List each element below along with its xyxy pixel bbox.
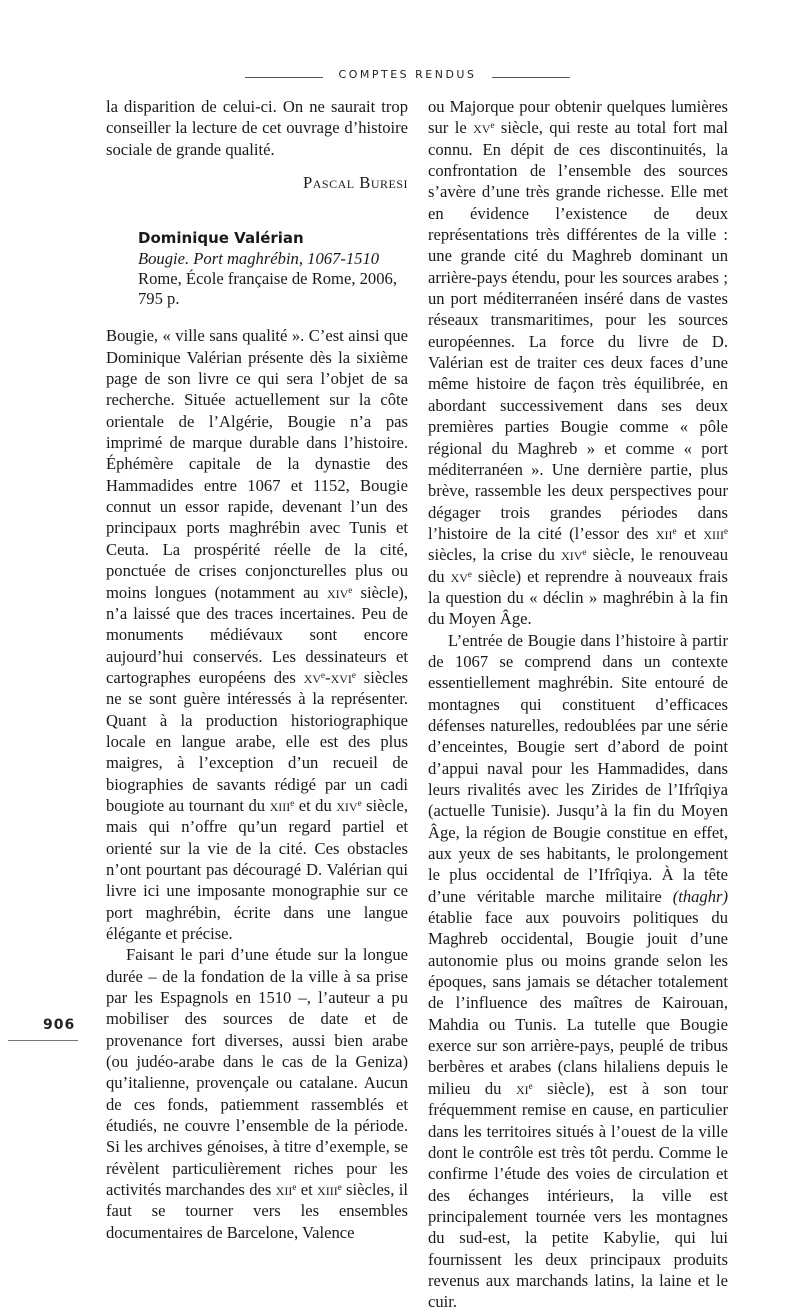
century-numeral: xi — [515, 1078, 529, 1098]
header-rule-right — [492, 77, 570, 78]
superscript: e — [467, 568, 472, 579]
review-signature: Pascal Buresi — [303, 173, 408, 193]
running-header — [245, 68, 570, 86]
text-run: siècle) et reprendre à nouveaux frais la question du « déclin » maghrébin à la fin du Moyen Âge. — [428, 566, 728, 629]
text-run: siècles, il faut se tourner vers les ensembles documentaires de Barcelone, Valence — [106, 1180, 408, 1242]
century-numeral: xiv — [336, 795, 358, 815]
book-publisher: Rome, École française de Rome, 2006, — [138, 269, 397, 289]
italic-term: (thaghr) — [672, 886, 728, 906]
text-run: ou Majorque pour obtenir quelques lumières sur le — [428, 97, 728, 138]
text-run: siècle, le renouveau du — [428, 545, 729, 586]
superscript: e — [348, 584, 353, 595]
century-numeral: xii — [275, 1180, 293, 1200]
superscript: e — [292, 1182, 297, 1193]
century-numeral: xv — [473, 118, 491, 138]
paragraph-2 — [106, 944, 408, 1243]
century-numeral: xiv — [561, 545, 583, 565]
review-author: Dominique Valérian — [138, 229, 304, 248]
century-numeral: xv — [450, 566, 468, 586]
superscript: e — [321, 669, 326, 680]
century-numeral: xii — [655, 523, 673, 543]
text-run: L’entrée de Bougie dans l’histoire à partir de 1067 se comprend dans un contexte essentiellement maghrébin. Site entouré de montagnes qui constituent d’efficaces défenses naturelles, redoublées par une série d’enceintes, Bougie sert d’abord de point d’appui naval pour les Hammadides, dans leurs rivalités avec les Zirides de l’Ifrîqiya (actuelle Tunisie). Jusqu’à la fin du Moyen Âge, la région de Bougie constitue en effet, aux yeux de ses habitants, le prolongement le plus occidental de l’Ifrîqiya. À la tête d’une véritable marche militaire — [428, 630, 728, 906]
text-run: Bougie, « ville sans qualité ». C’est ainsi que Dominique Valérian présente dès la sixième page de son livre ce qui sera l’objet de sa recherche. Située actuellement sur la côte orientale de l’Algérie, Bougie n’a pas imprimé de marque durable dans l’histoire. Éphémère capitale de la dynastie des Hammadides entre 1067 et 1152, Bougie connut un essor rapide, devenant l’un des principaux ports maghrébin avec Tunis et Ceuta. La prospérité réelle de la cité, ponctuée de crises conjoncturelles plus ou moins longues (notamment au — [106, 326, 408, 602]
review-heading — [138, 228, 408, 309]
century-numeral: xv — [303, 667, 322, 687]
superscript: e — [528, 1080, 533, 1091]
book-pages: 795 p. — [138, 289, 180, 309]
page-number: 906 — [43, 1017, 76, 1033]
text-run: établie face aux pouvoirs politiques du Maghreb occidental, Bougie jouit d’une autonomie plus ou moins grande selon les époques, sans jamais se détacher totalement de l’influence des maîtres de Kairouan, Mahdia ou Tunis. La tutelle que Bougie exerce sur son arrière-pays, peuplé de tribus berbères et arabes (clans hilaliens depuis le milieu du — [428, 908, 728, 1098]
superscript: e — [337, 1182, 342, 1193]
superscript: e — [490, 120, 495, 131]
right-column — [428, 96, 728, 1313]
text-run: et — [296, 1180, 318, 1200]
superscript: e — [582, 547, 587, 558]
text-run: siècle), n’a laissé que des traces incertaines. Peu de monuments médiévaux sont encore aujourd’hui conservés. Les dessinateurs et cartographes européens des — [106, 582, 408, 687]
text-run: siècles, la crise du — [428, 545, 562, 565]
left-column — [106, 96, 408, 1243]
paragraph-2-continued — [428, 96, 728, 630]
century-numeral: xiii — [269, 795, 291, 815]
paragraph-continuation: la disparition de celui-ci. On ne saurait trop conseiller la lecture de cet ouvrage d’histoire sociale de grande qualité. — [106, 97, 408, 159]
text-run: siècle), est à son tour fréquemment remise en cause, en particulier dans les territoires situés à l’ouest de la ville dont le contrôle est très tôt perdu. Comme le confirme l’étude des voies de circulation et des échanges intérieurs, la ville est principalement tournée vers les montagnes du sud-est, la petite Kabylie, qui lui fournissent les deux principaux produits revenus aux marchands latins, la laine et le cuir. — [428, 1078, 728, 1312]
century-numeral: -xvi — [325, 667, 352, 687]
text-run: et — [676, 523, 704, 543]
century-numeral: xiii — [317, 1180, 338, 1200]
paragraph-1 — [106, 325, 408, 944]
century-numeral: xiv — [326, 582, 349, 602]
text-run: siècles ne se sont guère intéressés à la représenter. Quant à la production historiographique locale en langue arabe, elle est des plus maigres, à l’exception d’un recueil de biographies de savants rédigé par un cadi bougiote au tournant du — [106, 667, 408, 815]
text-run: et du — [294, 795, 337, 815]
paragraph-3 — [428, 630, 728, 1313]
superscript: e — [290, 797, 295, 808]
superscript: e — [351, 669, 356, 680]
text-run: Faisant le pari d’une étude sur la longue durée – de la fondation de la ville à sa prise par les Espagnols en 1510 –, l’auteur a pu mobiliser des sources de date et de provenance fort diverses, aussi bien arabe (ou judéo-arabe dans le cas de la Geniza) qu’italienne, provençale ou catalane. Aucun de ces fonds, patiemment rassemblés et étudiés, ne couvre l’ensemble de la période. Si les archives génoises, à titre d’exemple, se révèlent particulièrement riches pour les activités marchandes des — [106, 945, 408, 1200]
superscript: e — [357, 797, 362, 808]
book-title: Bougie. Port maghrébin, 1067-1510 — [138, 249, 380, 269]
century-numeral: xiii — [703, 523, 724, 543]
text-run: siècle, mais qui n’offre qu’un regard partiel et orienté sur la vie de la cité. Ces obstacles n’ont pourtant pas découragé D. Valérian qui livre ici une imposante monographie sur ce port maghrébin, écrite dans une langue élégante et précise. — [106, 795, 409, 943]
superscript: e — [724, 525, 728, 536]
superscript: e — [672, 525, 677, 536]
page-number-rule — [8, 1040, 78, 1041]
text-run: siècle, qui reste au total fort mal connu. En dépit de ces discontinuités, la confrontation de l’ensemble des sources s’avère d’une très grande richesse. Elle met en évidence l’existence de deux représentations très différentes de la ville : une grande cité du Maghreb dominant un arrière-pays étendu, pour les sources arabes ; un port méditerranéen inséré dans de vastes réseaux transmaritimes, pour les sources européennes. La force du livre de D. Valérian est de traiter ces deux faces d’une même histoire de façon très équilibrée, en abordant successivement dans ses deux premières parties Bougie comme « pôle régional du Maghreb » et comme « port méditerranéen ». Une dernière partie, plus brève, rassemble les deux perspectives pour dégager trois grandes périodes dans l’histoire de la cité (l’essor des — [428, 118, 728, 543]
running-title: COMPTES RENDUS — [338, 68, 477, 81]
